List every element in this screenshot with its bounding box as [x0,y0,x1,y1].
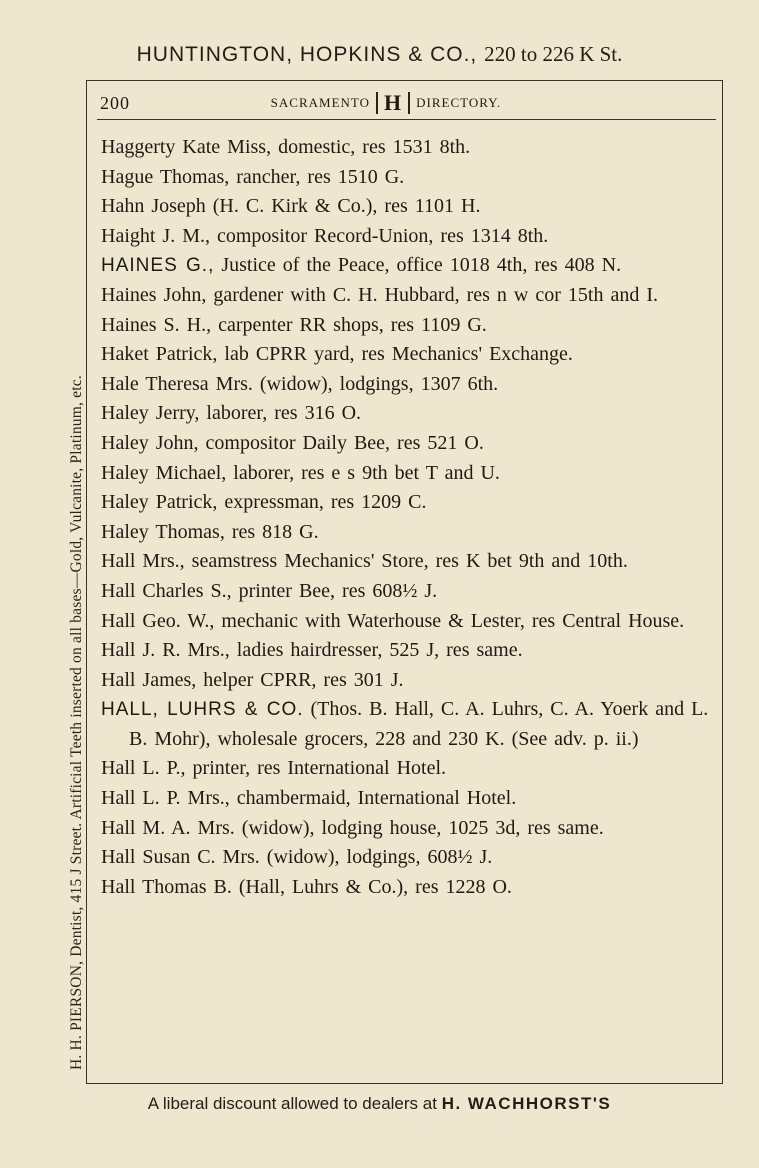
directory-entry [101,459,712,489]
entry-heading: HALL, LUHRS & CO. [101,699,304,721]
directory-entry [101,577,712,607]
bottom-advertisement [0,1094,759,1114]
entry-text: Haines S. H., carpenter RR shops, res 1109 G. [101,313,487,336]
bottom-ad-text: A liberal discount allowed to dealers at [147,1094,437,1113]
entry-text: Hall L. P. Mrs., chambermaid, International Hotel. [101,787,517,810]
bottom-ad-name: H. WACHHORST'S [441,1094,612,1113]
directory-entry [101,873,712,903]
entry-text: Hall James, helper CPRR, res 301 J. [101,668,404,691]
directory-entry [101,843,712,873]
side-advertisement: H. H. PIERSON, Dentist, 415 J Street. Artificial Teeth inserted on all bases—Gold, Vulcanite, Platinum, etc. [68,375,85,1070]
directory-entry [101,518,712,548]
directory-entry [101,251,712,281]
entry-text: Hague Thomas, rancher, res 1510 G. [101,165,405,188]
entry-text: Haley Thomas, res 818 G. [101,520,319,543]
directory-entry [101,784,712,814]
entry-text: Haley Patrick, expressman, res 1209 C. [101,491,427,514]
entry-text: (Thos. B. Hall, C. A. Luhrs, C. A. Yoerk and L. B. Mohr), wholesale grocers, 228 and 230 K. (See adv. p. ii.) [129,698,709,750]
directory-entry [101,607,712,637]
directory-entry [101,547,712,577]
directory-entries [101,133,712,902]
directory-entry [101,814,712,844]
entry-text: Haggerty Kate Miss, domestic, res 1531 8th. [101,136,471,158]
entry-text: Haight J. M., compositor Record-Union, res 1314 8th. [101,224,549,247]
directory-entry [101,488,712,518]
directory-entry [101,340,712,370]
top-advertisement [0,42,759,67]
directory-entry [101,370,712,400]
top-ad-address: 220 to 226 K St. [484,42,623,66]
running-head [97,87,716,120]
top-ad-firm: HUNTINGTON, HOPKINS & CO., [136,43,478,66]
entry-text: Hall M. A. Mrs. (widow), lodging house, 1025 3d, res same. [101,816,604,839]
entry-text: Hall Susan C. Mrs. (widow), lodgings, 608½ J. [101,846,493,869]
directory-entry [101,695,712,754]
directory-entry [101,754,712,784]
entry-text: Hall Thomas B. (Hall, Luhrs & Co.), res 1228 O. [101,875,512,898]
entry-text: Haley John, compositor Daily Bee, res 521 O. [101,431,484,454]
directory-entry [101,163,712,193]
directory-page-frame [86,80,723,1084]
entry-text: Hale Theresa Mrs. (widow), lodgings, 1307 6th. [101,372,499,395]
entry-text: Justice of the Peace, office 1018 4th, res 408 N. [214,254,622,277]
directory-entry [101,281,712,311]
directory-entry [101,429,712,459]
directory-entry [101,192,712,222]
running-head-label: DIRECTORY. [416,95,502,110]
directory-entry [101,666,712,696]
running-head-city: SACRAMENTO [270,95,370,110]
entry-text: Haley Jerry, laborer, res 316 O. [101,402,362,425]
entry-text: Hall L. P., printer, res International Hotel. [101,757,446,780]
entry-text: Hall Geo. W., mechanic with Waterhouse & Lester, res Central House. [101,609,685,632]
directory-entry [101,311,712,341]
entry-heading: HAINES G., [101,255,215,277]
directory-entry [101,222,712,252]
page-number: 200 [100,92,130,113]
directory-entry [101,399,712,429]
directory-entry [101,636,712,666]
entry-text: Haket Patrick, lab CPRR yard, res Mechanics' Exchange. [101,343,573,366]
entry-text: Haley Michael, laborer, res e s 9th bet T and U. [101,461,500,484]
entry-text: Haines John, gardener with C. H. Hubbard, res n w cor 15th and I. [101,283,658,306]
entry-text: Hall J. R. Mrs., ladies hairdresser, 525 J, res same. [101,639,523,662]
entry-text: Hall Charles S., printer Bee, res 608½ J. [101,579,438,602]
directory-entry [101,133,712,163]
entry-text: Hahn Joseph (H. C. Kirk & Co.), res 1101 H. [101,195,481,218]
entry-text: Hall Mrs., seamstress Mechanics' Store, res K bet 9th and 10th. [101,550,628,573]
running-head-letter: H [376,92,410,114]
